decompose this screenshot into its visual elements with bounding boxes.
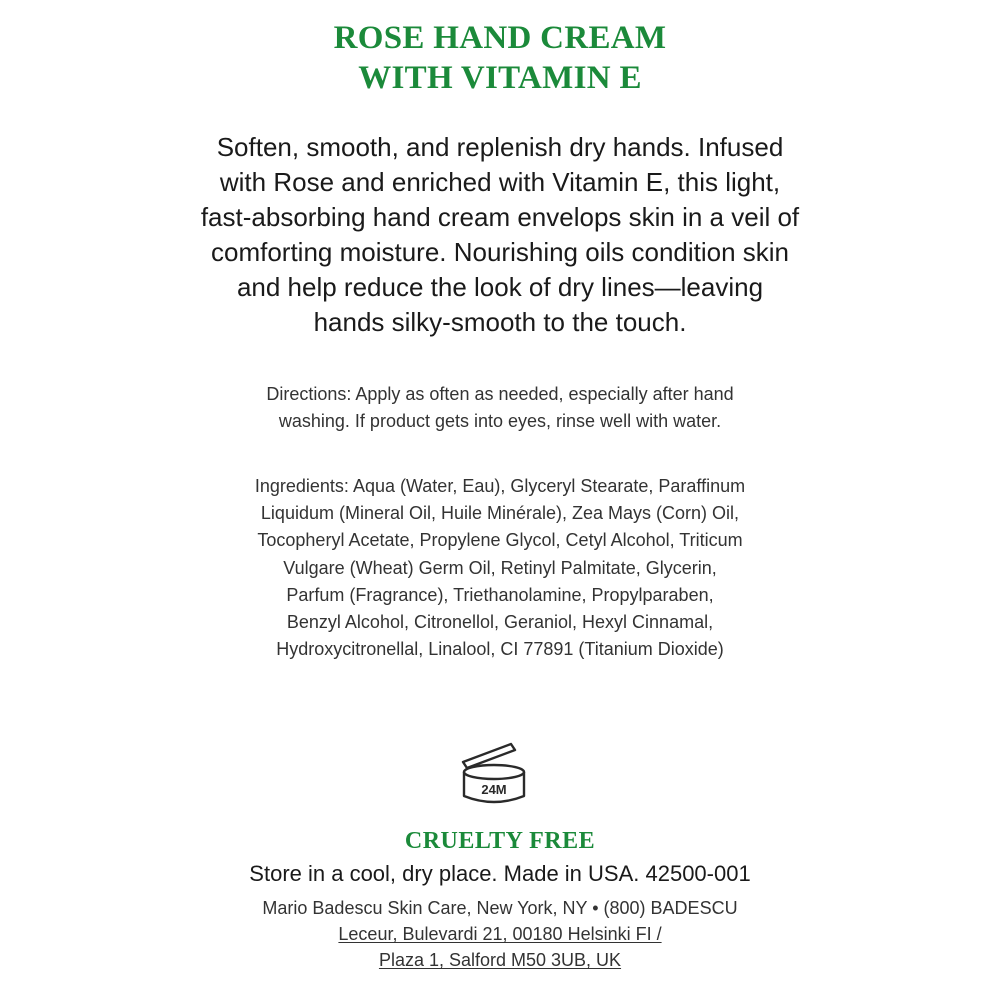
product-title-line-1: ROSE HAND CREAM [333, 20, 667, 56]
ingredients-line: Vulgare (Wheat) Germ Oil, Retinyl Palmitate, Glycerin, [283, 557, 717, 578]
product-title-line-2: WITH VITAMIN E [358, 60, 642, 96]
description-line: with Rose and enriched with Vitamin E, this light, [219, 167, 781, 197]
cruelty-free-badge: CRUELTY FREE [404, 828, 596, 854]
ingredients-line: Liquidum (Mineral Oil, Huile Minérale), Zea Mays (Corn) Oil, [260, 503, 740, 524]
product-title [0, 18, 1000, 98]
period-after-opening-symbol [459, 738, 529, 806]
ingredients-line: Hydroxycitronellal, Linalool, CI 77891 (Titanium Dioxide) [276, 639, 724, 660]
address-line-2: Leceur, Bulevardi 21, 00180 Helsinki FI / [338, 924, 662, 944]
ingredients-line: Tocopheryl Acetate, Propylene Glycol, Cetyl Alcohol, Triticum [257, 530, 743, 551]
product-description [120, 130, 880, 340]
description-line: Soften, smooth, and replenish dry hands. Infused [216, 132, 784, 162]
ingredients-line: Parfum (Fragrance), Triethanolamine, Propylparaben, [286, 584, 714, 605]
storage-text: Store in a cool, dry place. Made in USA. 42500-001 [249, 861, 751, 886]
address-line-1: Mario Badescu Skin Care, New York, NY • (800) BADESCU [262, 898, 738, 918]
description-line: and help reduce the look of dry lines—leaving [236, 272, 764, 302]
directions-line: washing. If product gets into eyes, rinse well with water. [278, 411, 722, 431]
pao-label: 24M [481, 782, 507, 797]
ingredients-line: Ingredients: Aqua (Water, Eau), Glyceryl Stearate, Paraffinum [254, 476, 746, 496]
directions-line: Directions: Apply as often as needed, especially after hand [266, 384, 734, 404]
manufacturer-address [0, 895, 1000, 973]
ingredients-line: Benzyl Alcohol, Citronellol, Geraniol, Hexyl Cinnamal, [286, 612, 714, 633]
ingredients-block [150, 473, 850, 663]
address-line-3: Plaza 1, Salford M50 3UB, UK [378, 950, 622, 970]
directions-block [150, 381, 850, 435]
description-line: hands silky-smooth to the touch. [313, 307, 687, 337]
description-line: comforting moisture. Nourishing oils condition skin [210, 237, 790, 267]
description-line: fast-absorbing hand cream envelops skin in a veil of [200, 202, 800, 232]
